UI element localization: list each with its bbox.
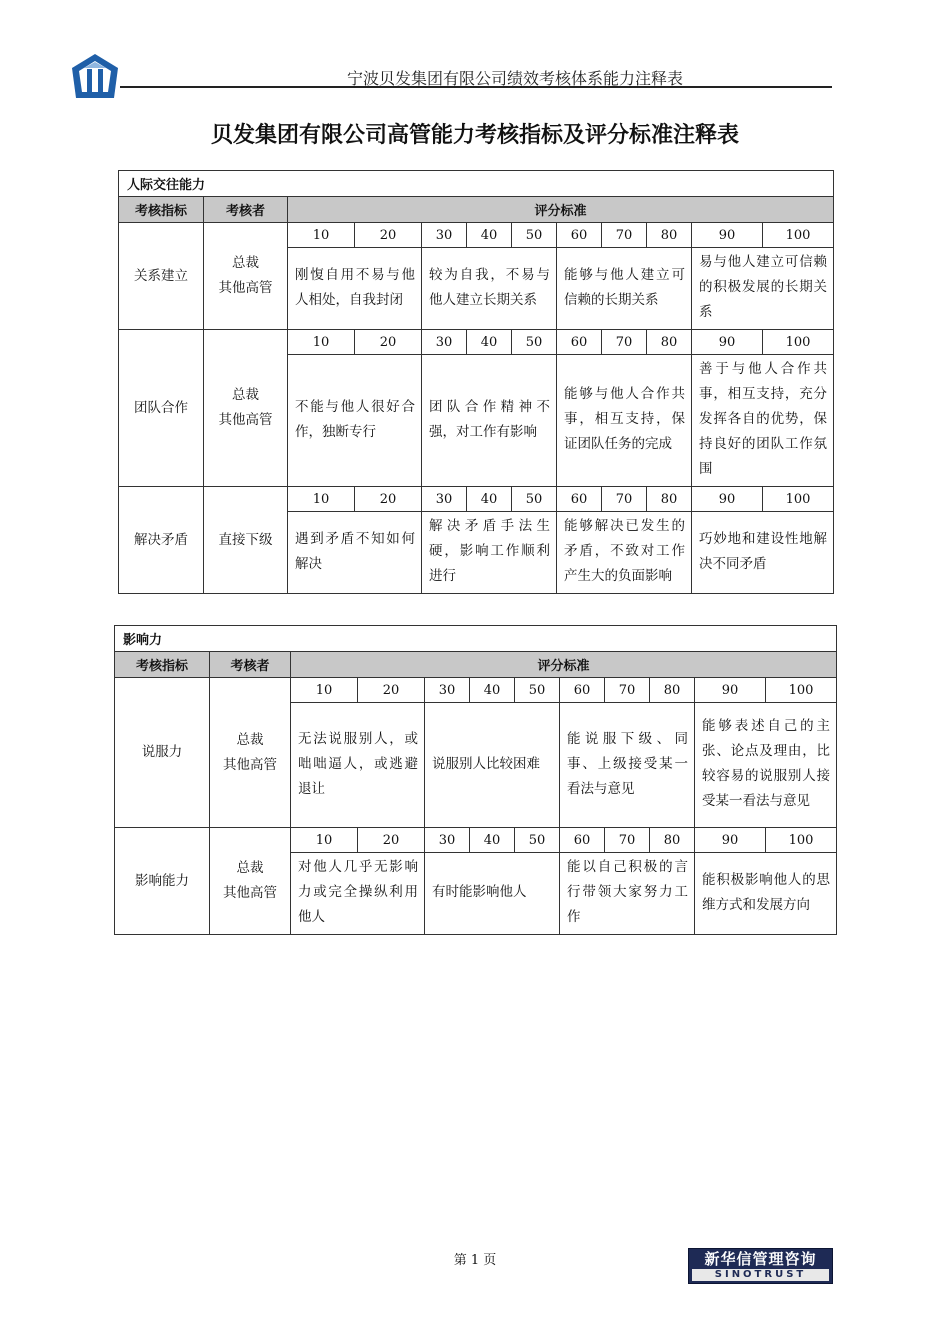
score-cell: 70	[602, 487, 647, 512]
score-cell: 10	[288, 330, 355, 355]
description-cell: 团队合作精神不强，对工作有影响	[422, 355, 557, 487]
description-cell: 善于与他人合作共事，相互支持，充分发挥各自的优势，保持良好的团队工作氛围	[692, 355, 834, 487]
indicator-cell: 影响能力	[115, 828, 210, 935]
header-standard: 评分标准	[288, 197, 834, 223]
description-cell: 对他人几乎无影响力或完全操纵利用他人	[291, 853, 425, 935]
assessor-cell: 总裁 其他高管	[210, 828, 291, 935]
description-cell: 能说服下级、同事、上级接受某一看法与意见	[560, 703, 695, 828]
score-cell: 90	[692, 487, 763, 512]
score-cell: 30	[422, 330, 467, 355]
score-cell: 40	[467, 330, 512, 355]
score-cell: 60	[557, 223, 602, 248]
score-cell: 60	[560, 678, 605, 703]
score-cell: 50	[512, 223, 557, 248]
description-cell: 说服别人比较困难	[425, 703, 560, 828]
table-row	[119, 487, 834, 512]
score-cell: 100	[763, 330, 834, 355]
description-cell: 易与他人建立可信赖的积极发展的长期关系	[692, 248, 834, 330]
score-cell: 30	[425, 828, 470, 853]
score-cell: 10	[288, 223, 355, 248]
table-row	[119, 223, 834, 248]
header-indicator: 考核指标	[115, 652, 210, 678]
score-cell: 10	[288, 487, 355, 512]
description-cell: 无法说服别人，或咄咄逼人，或逃避退让	[291, 703, 425, 828]
score-cell: 60	[557, 330, 602, 355]
score-cell: 100	[763, 223, 834, 248]
score-cell: 40	[470, 678, 515, 703]
description-cell: 能以自己积极的言行带领大家努力工作	[560, 853, 695, 935]
description-cell: 较为自我，不易与他人建立长期关系	[422, 248, 557, 330]
score-cell: 70	[605, 828, 650, 853]
score-cell: 40	[467, 487, 512, 512]
score-cell: 60	[557, 487, 602, 512]
score-cell: 90	[695, 678, 766, 703]
score-cell: 20	[358, 678, 425, 703]
company-logo-icon	[70, 52, 120, 100]
description-cell: 能够解决已发生的矛盾，不致对工作产生大的负面影响	[557, 512, 692, 594]
interpersonal-table	[118, 170, 834, 594]
indicator-cell: 说服力	[115, 678, 210, 828]
brand-en: SINOTRUST	[692, 1269, 829, 1281]
score-cell: 10	[291, 678, 358, 703]
description-cell: 刚愎自用不易与他人相处，自我封闭	[288, 248, 422, 330]
score-cell: 100	[763, 487, 834, 512]
score-cell: 70	[605, 678, 650, 703]
table-row	[119, 330, 834, 355]
header-standard: 评分标准	[291, 652, 837, 678]
score-cell: 100	[766, 828, 837, 853]
score-cell: 70	[602, 330, 647, 355]
score-cell: 40	[467, 223, 512, 248]
score-cell: 10	[291, 828, 358, 853]
influence-table	[114, 625, 837, 935]
description-cell: 能够与他人建立可信赖的长期关系	[557, 248, 692, 330]
score-cell: 50	[512, 487, 557, 512]
description-cell: 不能与他人很好合作，独断专行	[288, 355, 422, 487]
description-cell: 巧妙地和建设性地解决不同矛盾	[692, 512, 834, 594]
assessor-cell: 直接下级	[204, 487, 288, 594]
description-cell: 能够与他人合作共事，相互支持，保证团队任务的完成	[557, 355, 692, 487]
score-cell: 70	[602, 223, 647, 248]
section-title: 影响力	[115, 626, 837, 652]
header-title: 宁波贝发集团有限公司绩效考核体系能力注释表	[346, 69, 683, 88]
sinotrust-logo	[688, 1248, 833, 1284]
assessor-cell: 总裁 其他高管	[204, 330, 288, 487]
score-cell: 30	[422, 487, 467, 512]
indicator-cell: 解决矛盾	[119, 487, 204, 594]
indicator-cell: 团队合作	[119, 330, 204, 487]
table-row	[115, 828, 837, 853]
score-cell: 50	[515, 828, 560, 853]
description-cell: 遇到矛盾不知如何解决	[288, 512, 422, 594]
score-cell: 100	[766, 678, 837, 703]
page-number: 第 1 页	[453, 1253, 497, 1268]
score-cell: 80	[647, 487, 692, 512]
score-cell: 80	[650, 828, 695, 853]
score-cell: 30	[422, 223, 467, 248]
score-cell: 30	[425, 678, 470, 703]
section-title: 人际交往能力	[119, 171, 834, 197]
score-cell: 50	[512, 330, 557, 355]
header-divider	[120, 86, 832, 88]
score-cell: 20	[355, 223, 422, 248]
assessor-cell: 总裁 其他高管	[210, 678, 291, 828]
score-cell: 20	[358, 828, 425, 853]
score-cell: 80	[650, 678, 695, 703]
score-cell: 80	[647, 330, 692, 355]
description-cell: 能够表述自己的主张、论点及理由，比较容易的说服别人接受某一看法与意见	[695, 703, 837, 828]
brand-cn: 新华信管理咨询	[704, 1250, 817, 1268]
header-assessor: 考核者	[204, 197, 288, 223]
indicator-cell: 关系建立	[119, 223, 204, 330]
score-cell: 90	[695, 828, 766, 853]
score-cell: 90	[692, 223, 763, 248]
score-cell: 80	[647, 223, 692, 248]
description-cell: 解决矛盾手法生硬，影响工作顺利进行	[422, 512, 557, 594]
score-cell: 90	[692, 330, 763, 355]
assessor-cell: 总裁 其他高管	[204, 223, 288, 330]
header-indicator: 考核指标	[119, 197, 204, 223]
header-assessor: 考核者	[210, 652, 291, 678]
score-cell: 20	[355, 330, 422, 355]
score-cell: 60	[560, 828, 605, 853]
score-cell: 20	[355, 487, 422, 512]
description-cell: 能积极影响他人的思维方式和发展方向	[695, 853, 837, 935]
table-row	[115, 678, 837, 703]
score-cell: 40	[470, 828, 515, 853]
description-cell: 有时能影响他人	[425, 853, 560, 935]
document-title: 贝发集团有限公司高管能力考核指标及评分标准注释表	[210, 123, 739, 148]
score-cell: 50	[515, 678, 560, 703]
